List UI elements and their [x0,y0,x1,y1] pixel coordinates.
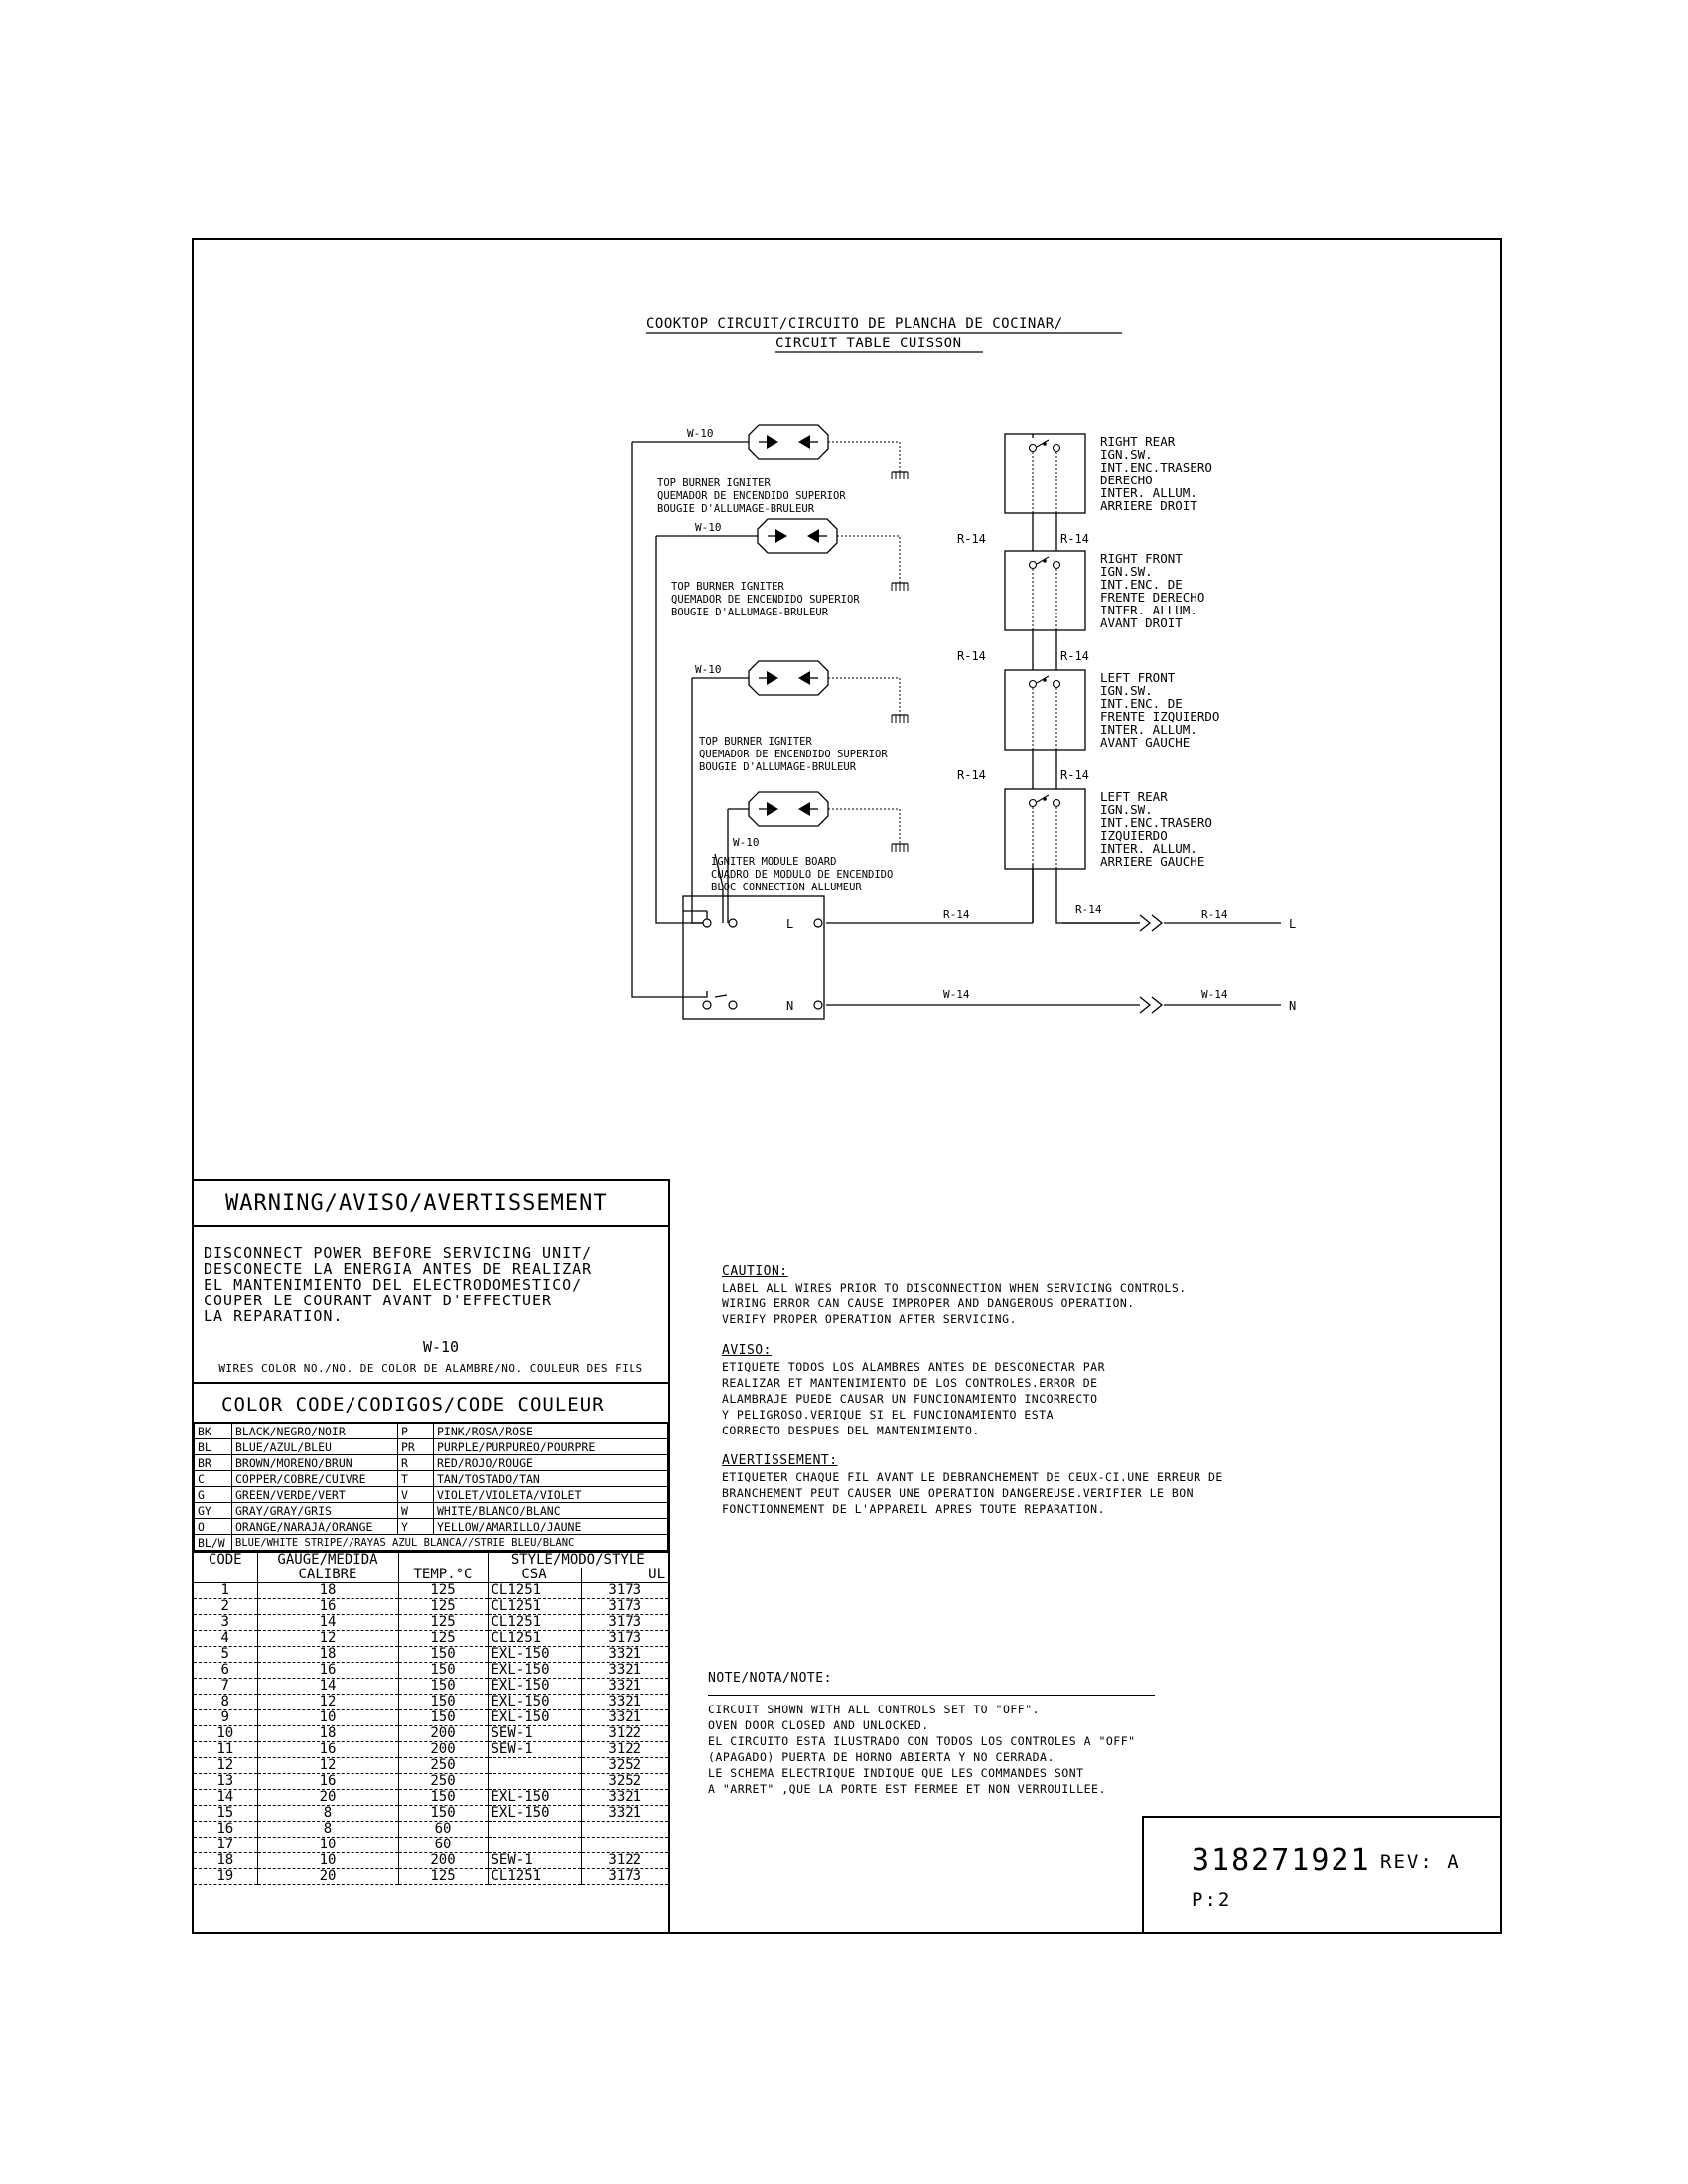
wire-gauge-table [194,1551,668,1885]
wire-label-r14-line: R-14 [1201,908,1228,921]
igniter-wire-label: W-10 [687,427,714,440]
aviso-block [722,1343,1105,1438]
switch-label-line: AVANT GAUCHE [1100,735,1191,750]
header-csa: CSA [488,1568,581,1583]
gauge-row: 15 8 150 EXL-150 3321 [194,1806,668,1822]
gauge-row: 7 14 150 EXL-150 3321 [194,1679,668,1695]
color-code-row: O ORANGE/NARAJA/ORANGE Y YELLOW/AMARILLO/JAUNE [195,1519,668,1535]
color-code-row: BL BLUE/AZUL/BLEU PR PURPLE/PURPUREO/POURPRE [195,1439,668,1455]
gauge-row: 14 20 150 EXL-150 3321 [194,1790,668,1806]
ignition-switch-1 [957,434,1212,551]
caution-text: LABEL ALL WIRES PRIOR TO DISCONNECTION WHEN SERVICING CONTROLS. WIRING ERROR CAN CAUSE IMPROPER AND DANGEROUS OPERATION. VERIFY PROPER OPERATION AFTER SERVICING. [722,1281,1187,1326]
switch-label-line: INTER. ALLUM. [1100,841,1197,856]
line-terminal-n: N [1289,999,1297,1013]
switch-label-line: IGN.SW. [1100,564,1153,579]
avertissement-text: ETIQUETER CHAQUE FIL AVANT LE DEBRANCHEMENT DE CEUX-CI.UNE ERREUR DE BRANCHEMENT PEUT CAUSER UNE OPERATION DANGEREUSE.VERIFIER LE BON FONCTIONNEMENT DE L'APPAREIL APRES TOUTE REPARATION. [722,1470,1223,1516]
switch-label-line: LEFT FRONT [1100,670,1176,685]
color-code-row: BK BLACK/NEGRO/NOIR P PINK/ROSA/ROSE [195,1424,668,1439]
switch-label-line: LEFT REAR [1100,789,1168,804]
header-gauge: GAUGE/MEDIDA [257,1552,398,1568]
ignition-switch-4 [1005,789,1212,923]
ignition-switch-3 [957,670,1219,789]
warning-panel [192,1179,670,1934]
wire-label-w14-board: W-14 [943,988,970,1001]
igniter-label-line: TOP BURNER IGNITER [657,478,771,489]
aviso-heading: AVISO: [722,1343,772,1358]
color-code-row: BR BROWN/MORENO/BRUN R RED/ROJO/ROUGE [195,1455,668,1471]
gauge-row: 19 20 125 CL1251 3173 [194,1869,668,1885]
gauge-row: 11 16 200 SEW-1 3122 [194,1742,668,1758]
switch-label-line: ARRIERE GAUCHE [1100,854,1205,869]
gauge-row: 9 10 150 EXL-150 3321 [194,1710,668,1726]
wire-label-r14: R-14 [957,768,986,782]
warning-title: WARNING/AVISO/AVERTISSEMENT [194,1181,668,1227]
line-terminal-l: L [1289,917,1297,931]
gauge-row: 16 8 60 [194,1822,668,1838]
switch-label-line: FRENTE IZQUIERDO [1100,709,1220,724]
header-temp: TEMP.°C [398,1568,488,1583]
note-heading: NOTE/NOTA/NOTE: [708,1671,832,1686]
igniter-module-board [683,896,824,1019]
gauge-row: 17 10 60 [194,1838,668,1853]
switch-label-line: AVANT DROIT [1100,615,1183,630]
switch-label-line: INT.ENC. DE [1100,577,1183,592]
switch-label-line: DERECHO [1100,473,1153,487]
switch-body [1005,434,1085,513]
diagram-title-line1: COOKTOP CIRCUIT/CIRCUITO DE PLANCHA DE COCINAR/ [646,316,1063,332]
warning-body: DISCONNECT POWER BEFORE SERVICING UNIT/ DESCONECTE LA ENERGIA ANTES DE REALIZAR EL MANTENIMIENTO DEL ELECTRODOMESTICO/ COUPER LE COURANT AVANT D'EFFECTUER LA REPARATION. [204,1244,593,1325]
igniter-label-line: QUEMADOR DE ENCENDIDO SUPERIOR [671,594,860,606]
igniter-1 [657,425,908,515]
document-number-box [1142,1816,1502,1934]
igniter-label-line: BLOC CONNECTION ALLUMEUR [711,882,862,893]
color-code-table [194,1423,668,1551]
wire-label-r14: R-14 [1060,768,1089,782]
gauge-row: 13 16 250 3252 [194,1774,668,1790]
switch-label-line: ARRIERE DROIT [1100,498,1197,513]
switch-label-line: INTER. ALLUM. [1100,722,1197,737]
gauge-row: 5 18 150 EXL-150 3321 [194,1647,668,1663]
wire-example-label: W-10 [422,1338,460,1356]
aviso-text: ETIQUETE TODOS LOS ALAMBRES ANTES DE DESCONECTAR PAR REALIZAR ET MANTENIMIENTO DE LOS CONTROLES.ERROR DE ALAMBRAJE PUEDE CAUSAR UN FUNCIONAMIENTO INCORRECTO Y PELIGROSO.VERIQUE SI EL FUNCIONAMIENTO ESTA CORRECTO DESPUES DEL MANTENIMIENTO. [722,1360,1106,1437]
switch-body [1005,551,1085,630]
wire-label-r14: R-14 [1060,649,1089,663]
igniter-2 [671,519,908,618]
switch-label-line: INT.ENC.TRASERO [1100,460,1212,475]
igniter-label-line: QUEMADOR DE ENCENDIDO SUPERIOR [657,490,846,502]
switch-label-line: INTER. ALLUM. [1100,603,1197,617]
igniter-wire-label: W-10 [695,521,722,534]
switch-label-line: FRENTE DERECHO [1100,590,1205,605]
gauge-row: 1 18 125 CL1251 3173 [194,1583,668,1599]
igniter-label-line: BOUGIE D'ALLUMAGE-BRULEUR [671,607,829,618]
wire-label-r14: R-14 [957,532,986,546]
gauge-row: 4 12 125 CL1251 3173 [194,1631,668,1647]
note-text: CIRCUIT SHOWN WITH ALL CONTROLS SET TO "OFF". OVEN DOOR CLOSED AND UNLOCKED. EL CIRCUITO ESTA ILUSTRADO CON TODOS LOS CONTROLES A "OFF" (APAGADO) PUERTA DE HORNO ABIERTA Y NO CERRADA. LE SCHEMA ELECTRIQUE INDIQUE QUE LES COMMANDES SONT A "ARRET" ,QUE LA PORTE EST FERMEE ET NON VERROUILLEE. [708,1703,1136,1796]
diagram-title-line2: CIRCUIT TABLE CUISSON [775,336,962,351]
igniter-label-line: BOUGIE D'ALLUMAGE-BRULEUR [657,503,815,515]
switch-label-line: IZQUIERDO [1100,828,1168,843]
header-code: CODE [194,1552,257,1568]
color-code-row: GY GRAY/GRAY/GRIS W WHITE/BLANCO/BLANC [195,1503,668,1519]
switch-label-line: INT.ENC. DE [1100,696,1183,711]
note-block [708,1671,1155,1797]
gauge-row: 6 16 150 EXL-150 3321 [194,1663,668,1679]
color-code-row: C COPPER/COBRE/CUIVRE T TAN/TOSTADO/TAN [195,1471,668,1487]
igniter-label-line: BOUGIE D'ALLUMAGE-BRULEUR [699,761,857,773]
switch-body [1005,789,1085,869]
wire-label-r14: R-14 [1060,532,1089,546]
wire-label-r14: R-14 [957,649,986,663]
document-number: 318271921 [1192,1843,1371,1878]
gauge-row: 10 18 200 SEW-1 3122 [194,1726,668,1742]
caution-block [722,1264,1187,1327]
header-gauge-2: CALIBRE [257,1568,398,1583]
igniter-wire-label: W-10 [733,836,760,849]
switch-label-line: IGN.SW. [1100,447,1153,462]
ignition-switch-2 [957,551,1204,670]
document-page: P:2 [1192,1889,1232,1911]
igniter-4 [711,792,908,893]
gauge-row: 18 10 200 SEW-1 3122 [194,1853,668,1869]
header-style: STYLE/MODO/STYLE [510,1552,645,1568]
switch-body [1005,670,1085,750]
switch-label-line: RIGHT REAR [1100,434,1176,449]
document-revision: REV: A [1380,1851,1461,1873]
gauge-row: 12 12 250 3252 [194,1758,668,1774]
switch-label-line: IGN.SW. [1100,802,1153,817]
igniter-label-line: QUEMADOR DE ENCENDIDO SUPERIOR [699,749,888,760]
switch-label-line: IGN.SW. [1100,683,1153,698]
igniter-label-line: TOP BURNER IGNITER [671,581,784,593]
igniter-label-line: TOP BURNER IGNITER [699,736,812,748]
board-terminal-l: L [786,917,794,931]
board-terminal-n: N [786,999,794,1013]
wire-label-r14-switch-out: R-14 [1075,903,1102,916]
igniter-label-line: IGNITER MODULE BOARD [711,856,837,868]
wires-color-note: WIRES COLOR NO./NO. DE COLOR DE ALAMBRE/NO. COULEUR DES FILS [218,1362,643,1375]
avertissement-block [722,1453,1223,1517]
gauge-row: 8 12 150 EXL-150 3321 [194,1695,668,1710]
wire-label-w14-line: W-14 [1201,988,1228,1001]
color-code-stripe-row: BL/W BLUE/WHITE STRIPE//RAYAS AZUL BLANCA//STRIE BLEU/BLANC [195,1535,668,1551]
gauge-row: 2 16 125 CL1251 3173 [194,1599,668,1615]
header-ul: UL [581,1568,668,1583]
wire-label-r14-board: R-14 [943,908,970,921]
gauge-row: 3 14 125 CL1251 3173 [194,1615,668,1631]
switch-label-line: INTER. ALLUM. [1100,485,1197,500]
switch-label-line: INT.ENC.TRASERO [1100,815,1212,830]
igniter-label-line: CUADRO DE MODULO DE ENCENDIDO [711,869,894,881]
color-code-title: COLOR CODE/CODIGOS/CODE COULEUR [194,1382,668,1423]
color-code-row: G GREEN/VERDE/VERT V VIOLET/VIOLETA/VIOLET [195,1487,668,1503]
caution-heading: CAUTION: [722,1264,788,1279]
switch-label-line: RIGHT FRONT [1100,551,1183,566]
avertissement-heading: AVERTISSEMENT: [722,1453,838,1468]
igniter-wire-label: W-10 [695,663,722,676]
